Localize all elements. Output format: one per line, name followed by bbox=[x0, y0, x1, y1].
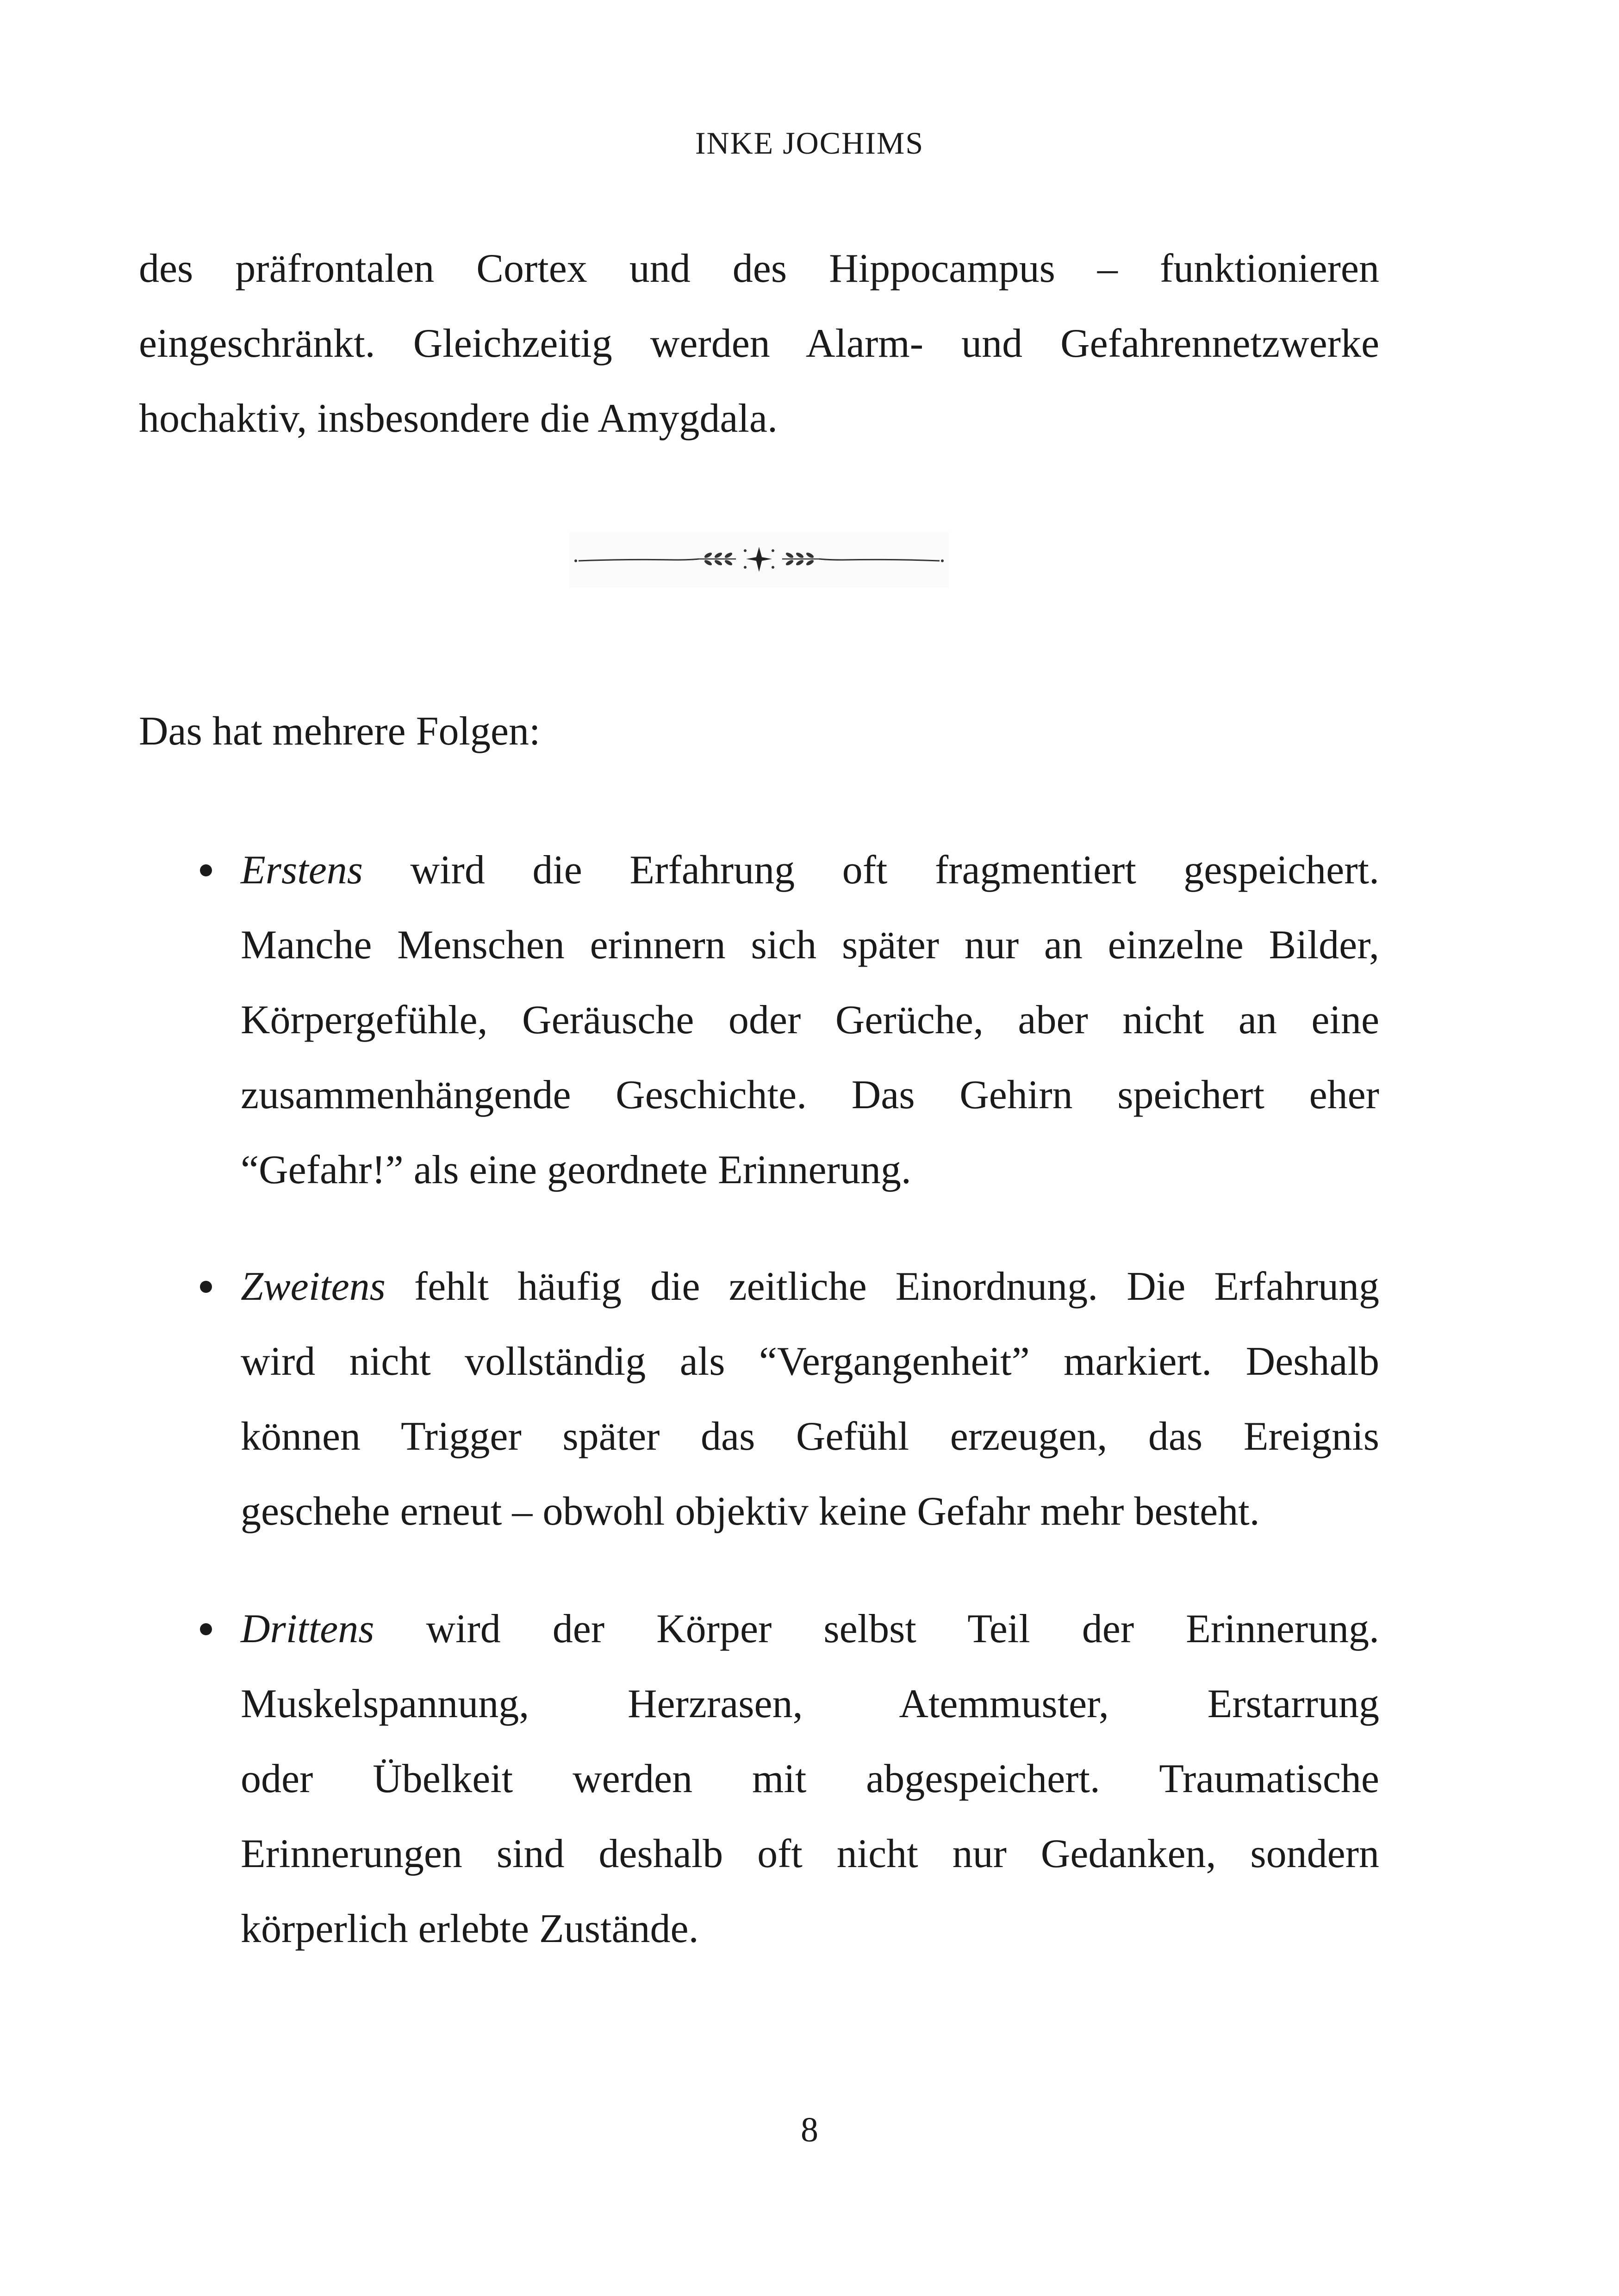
text-line: zusammenhängende Geschichte. Das Gehirn speichert eher bbox=[241, 1073, 1379, 1117]
list-item bbox=[241, 1592, 1379, 1967]
text-line: Körpergefühle, Geräusche oder Gerüche, aber nicht an eine bbox=[241, 998, 1379, 1043]
text-line: Erstens wird die Erfahrung oft fragmentiert gespeichert. bbox=[241, 848, 1379, 893]
text-line: hochaktiv, insbesondere die Amygdala. bbox=[139, 396, 778, 441]
floral-divider-icon bbox=[569, 532, 949, 588]
lead-paragraph: Das hat mehrere Folgen: bbox=[139, 709, 541, 754]
text-line: Erinnerungen sind deshalb oft nicht nur Gedanken, sondern bbox=[241, 1831, 1379, 1876]
text-line: wird nicht vollständig als “Vergangenheit” markiert. Deshalb bbox=[241, 1339, 1379, 1384]
bullet-icon bbox=[200, 1281, 212, 1293]
text-line: körperlich erlebte Zustände. bbox=[241, 1906, 699, 1951]
list-item bbox=[241, 833, 1379, 1208]
bullet-icon bbox=[200, 864, 212, 876]
lead-in-word: Drittens bbox=[241, 1607, 374, 1651]
list-item bbox=[241, 1249, 1379, 1549]
running-header: INKE JOCHIMS bbox=[695, 125, 924, 161]
text-line: geschehe erneut – obwohl objektiv keine Gefahr mehr besteht. bbox=[241, 1489, 1260, 1534]
lead-in-word: Zweitens bbox=[241, 1264, 386, 1309]
text-line: können Trigger später das Gefühl erzeugen, das Ereignis bbox=[241, 1414, 1379, 1459]
bullet-icon bbox=[200, 1623, 212, 1635]
text-line: Drittens wird der Körper selbst Teil der Erinnerung. bbox=[241, 1607, 1379, 1651]
lead-in-word: Erstens bbox=[241, 848, 363, 893]
intro-paragraph bbox=[139, 231, 1379, 456]
text-line: oder Übelkeit werden mit abgespeichert. Traumatische bbox=[241, 1756, 1379, 1801]
text-line: des präfrontalen Cortex und des Hippocampus – funktionieren bbox=[139, 246, 1379, 291]
text-line: eingeschränkt. Gleichzeitig werden Alarm- und Gefahrennetzwerke bbox=[139, 321, 1379, 366]
text-line: Manche Menschen erinnern sich später nur an einzelne Bilder, bbox=[241, 923, 1379, 968]
text-line: Zweitens fehlt häufig die zeitliche Einordnung. Die Erfahrung bbox=[241, 1264, 1379, 1309]
page-number: 8 bbox=[801, 2110, 818, 2149]
text-line: “Gefahr!” als eine geordnete Erinnerung. bbox=[241, 1148, 911, 1192]
text-line: Muskelspannung, Herzrasen, Atemmuster, Erstarrung bbox=[241, 1682, 1379, 1726]
